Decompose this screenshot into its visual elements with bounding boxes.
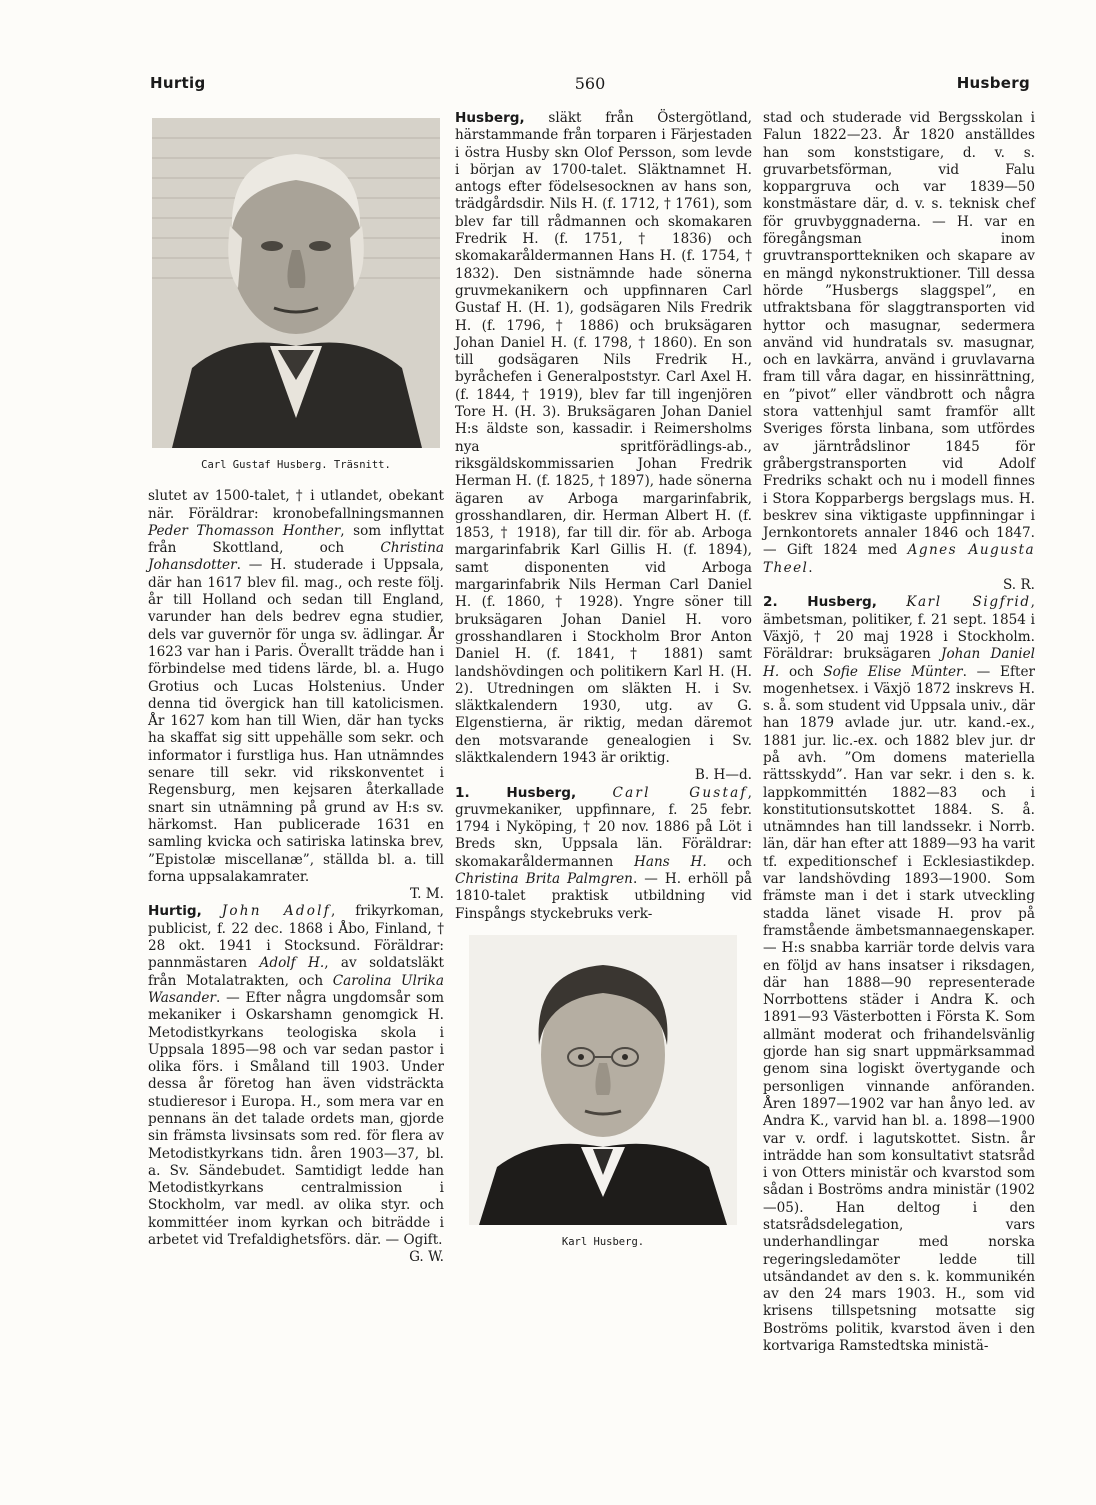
text-run: , gruvmekaniker, uppfinnare, f. 25 febr. 1794 i Nyköping, † 20 nov. 1886 på Löt i Breds skn, Uppsala län. Föräldrar: skomakaråldermannen [455, 784, 752, 870]
page-number: 560 [574, 74, 606, 93]
entry-husberg-family [455, 110, 752, 785]
entry-continued-paragraph [148, 488, 444, 903]
text-run: och [706, 853, 753, 870]
running-head-right: Husberg [956, 74, 1030, 92]
name-italic: Johan Daniel H. [763, 646, 1035, 680]
entry-headword: Hurtig, [148, 903, 202, 920]
author-signature: B. H—d. [694, 767, 752, 784]
entry-headword: 2. Husberg, [763, 594, 877, 611]
text-run: . — H. studerade i Uppsala, där han 1617 blev fil. mag., och reste följ. år till Holland och sedan till England, varunder han dels bedrev egna studier, dels var guvernör för unga sv. ädlingar. År 1623 var han i Paris. Överallt trädde han i förbindelse med tidens lärde, bl. a. Hugo Grotius och Lucas Holstenius. Under denna tid övergick han till katolicismen. År 1627 kom han till Wien, där han tycks ha skaffat sig sitt uppehälle som sekr. och informator i furstliga hus. Han utnämndes senare till sekr. vid rikskonventet i Regensburg, men kejsaren återkallade snart sin utnämning på grund av H:s sv. härkomst. Han publicerade 1631 en samling kvicka och satiriska latinska brev, ”Epistolæ miscellanæ”, ställda bl. a. till forna uppsalakamrater. [148, 557, 444, 885]
column-3 [763, 110, 1035, 1355]
entry-husberg-2 [763, 594, 1035, 1355]
name-italic: Christina Johansdotter [148, 540, 444, 574]
text-run: slutet av 1500-talet, † i utlandet, obekant när. Föräldrar: kronobefallningsmannen [148, 488, 444, 522]
name-italic: Peder Thomasson Honther [148, 522, 341, 539]
running-head-left: Hurtig [150, 74, 206, 92]
column-2 [455, 110, 752, 1265]
column-1 [148, 110, 444, 1267]
text-run: , frikyrkoman, publicist, f. 22 dec. 1868 i Åbo, Finland, † 28 okt. 1941 i Stocksund. Föräldrar: pannmästaren [148, 903, 444, 972]
name-italic: Hans H. [634, 853, 707, 870]
text-run: , av soldatsläkt från Motalatrakten, och [148, 955, 444, 989]
entry-husberg-1 [455, 785, 752, 923]
entry-hurtig [148, 903, 444, 1266]
portrait-karl-husberg [469, 935, 737, 1225]
text-run: . — H. erhöll på 1810-talet praktisk utbildning vid Finspångs styckebruks verk- [455, 871, 753, 922]
author-signature: S. R. [1002, 577, 1035, 594]
author-signature: T. M. [410, 886, 444, 903]
author-signature: G. W. [409, 1249, 444, 1266]
entry-husberg-1-continued: stad och studerade vid Bergsskolan i Falun 1822—23. År 1820 anställdes han som konststigare, d. v. s. gruvarbetsförman, vid Falu koppargruva och var 1839—50 konstmästare där, d. v. s. teknisk chef för gruvbyggnaderna. — H. var en föregångsman inom gruvtransporttekniken och skapare av en mängd nykonstruktioner. Till dessa hörde ”Husbergs slaggspel”, en utfraktsbana för slaggtransporten vid hyttor och masugnar, sedermera använd vid hundratals sv. masugnar, och en lavkärra, använd i gruvlavarna fram till våra dagar, en hissinrättning, en ”pivot” eller vändbrott och några stora vattenhjul samt framför allt Sveriges första linbana, som utfördes av järntrådslinor 1845 för gråbergstransporten vid Adolf Fredriks schakt och nu i modell finnes i Stora Kopparbergs bergslags mus. H. beskrev sina viktigaste uppfinningar i Jernkontorets annaler 1846 och 1847. — Gift 1824 med Agnes Augusta Theel. S. R. [763, 110, 1036, 594]
text-run: och [779, 663, 824, 680]
name-italic: Christina Brita Palmgren [455, 871, 633, 888]
text-run: släkt från Östergötland, härstammande från torparen i Färjestaden i östra Husby skn Olof Persson, som levde i början av 1700-talet. Släktnamnet H. antogs efter födelsesocknen av hans son, trädgårdsdir. Nils H. (f. 1712, † 1761), som blev far till rådmannen och skomakaren Fredrik H. (f. 1751, † 1836) och skomakaråldermannen Hans H. (f. 1754, † 1832). Den sistnämnde hade sönerna gruvmekanikern och uppfinnaren Carl Gustaf H. (H. 1), godsägaren Nils Fredrik H. (f. 1796, † 1886) och bruksägaren Johan Daniel H. (f. 1798, † 1860). En son till godsägaren Nils Fredrik H., byråchefen i Generalpoststyr. Carl Axel H. (f. 1844, † 1919), blev far till ingenjören Tore H. (H. 3). Bruksägaren Johan Daniel H:s äldste son, kassadir. i Reimersholms nya spritförädlings-ab., riksgäldskommissarien Johan Fredrik Herman H. (f. 1825, † 1897), hade sönerna ägaren av Arboga margarinfabrik, grosshandlaren, dir. Herman Albert H. (f. 1853, † 1918), far till dir. för ab. Arboga margarinfabrik Karl Gillis H. (f. 1894), samt disponenten vid Arboga margarinfabrik Nils Herman Carl Daniel H. (f. 1860, † 1928). Yngre söner till bruksägaren Johan Daniel H. voro grosshandlaren i Stockholm Bror Anton Daniel H. (f. 1841, † 1881) samt landshövdingen och politikern Karl H. (H. 2). Utredningen om släkten H. i Sv. släktkalendern 1930, utg. av G. Elgenstierna, är riktig, medan däremot den motsvarande genealogien i Sv. släktkalendern 1943 är oriktig. [455, 110, 752, 766]
name-italic: Agnes Augusta Theel [763, 542, 1036, 576]
name-italic: Sofie Elise Münter [823, 663, 963, 680]
entry-given-name: John Adolf [221, 903, 331, 920]
page-header [150, 74, 1030, 98]
name-italic: Adolf H. [259, 955, 325, 972]
text-run: , som inflyttat från Skottland, och [148, 522, 444, 557]
entry-headword: 1. Husberg, [455, 784, 577, 801]
text-run: stad och studerade vid Bergsskolan i Falun 1822—23. År 1820 anställdes han som konststigare, d. v. s. gruvarbetsförman, vid Falu koppargruva och var 1839—50 konstmästare där, d. v. s. teknisk chef för gruvbyggnaderna. — H. var en föregångsman inom gruvtransporttekniken och skapare av en mängd nykonstruktioner. Till dessa hörde ”Husbergs slaggspel”, en utfraktsbana för slaggtransporten vid hyttor och masugnar, sedermera använd vid hundratals sv. masugnar, och en lavkärra, använd i gruvlavarna fram till våra dagar, en hissinrättning, en ”pivot” eller vändbrott och några stora vattenhjul samt framför allt Sveriges första linbana, som utfördes av järntrådslinor 1845 för gråbergstransporten vid Adolf Fredriks schakt och nu i modell finnes i Stora Kopparbergs bergslags mus. H. beskrev sina viktigaste uppfinningar i Jernkontorets annaler 1846 och 1847. — Gift 1824 med [763, 110, 1035, 559]
entry-given-name: Carl Gustaf [612, 784, 748, 801]
portrait-caption: Karl Husberg. [561, 1235, 645, 1248]
text-run: . — Efter mogenhetsex. i Växjö 1872 inskrevs H. s. å. som student vid Uppsala univ., där han 1879 avlade jur. utr. kand.-ex., 1881 jur. lic.-ex. och 1882 blev jur. dr på avh. ”Om domens materiella rättsskydd”. Han var sekr. i den s. k. lappkommittén 1882—83 och i konstitutionsutskottet 1884. S. å. utnämndes han till landssekr. i Norrb. län, där han efter att 1889—93 ha varit tf. expeditionschef i Ecklesiastikdep. var landshövding 1893—1900. Som främste man i det i stark utveckling stadda länet visade H. prov på framstående ämbetsmannaegenskaper. — H:s snabba karriär torde delvis vara en följd av hans insatser i riksdagen, där han 1888—90 representerade Norrbottens städer i Andra K. och 1891—93 Västerbotten i Första K. Som allmänt moderat och frihandelsvänlig gjorde han sig snart uppmärksammad genom sina logiskt övertygande och personligen vinnande anföranden. Åren 1897—1902 var han ånyo led. av Andra K., varvid han bl. a. 1898—1900 var v. ordf. i lagutskottet. Sistn. år inträdde han som konsultativt statsråd i von Otters ministär och kvarstod som sådan i Boströms andra ministär (1902—05). Han deltog i den statsrådsdelegation, vars underhandlingar med norska regeringsledamöter ledde till utsändandet av den s. k. kommunikén av den 24 mars 1903. H., som vid krisens tillspetsning motsatte sig Boströms politik, kvarstod även i den kortvariga Ramstedtska ministä- [763, 663, 1035, 1355]
entry-headword: Husberg, [455, 110, 525, 126]
text-run: , ämbetsman, politiker, f. 21 sept. 1854 i Växjö, † 20 maj 1928 i Stockholm. Föräldrar: bruksägaren [763, 594, 1035, 663]
portrait-carl-gustaf-husberg [152, 118, 440, 448]
portrait-caption: Carl Gustaf Husberg. Träsnitt. [201, 459, 391, 471]
text-run: . — Efter några ungdomsår som mekaniker i Oskarshamn genomgick H. Metodistkyrkans teologiska skola i Uppsala 1895—98 och var sedan pastor i olika förs. i Småland till 1903. Under dessa år företog han även vidsträckta studieresor i Europa. H., som mera var en pennans än det talade ordets man, gjorde sin främsta livsinsats som red. för flera av Metodistkyrkans tidn. åren 1903—37, bl. a. Sv. Sändebudet. Samtidigt ledde han Metodistkyrkans centralmission i Stockholm, var medl. av olika styr. och kommittéer inom kyrkan och biträdde i arbetet vid Trefaldighetsförs. där. — Ogift. [148, 989, 444, 1249]
name-italic: Carolina Ulrika Wasander [148, 972, 444, 1006]
entry-given-name: Karl Sigfrid [906, 594, 1031, 611]
